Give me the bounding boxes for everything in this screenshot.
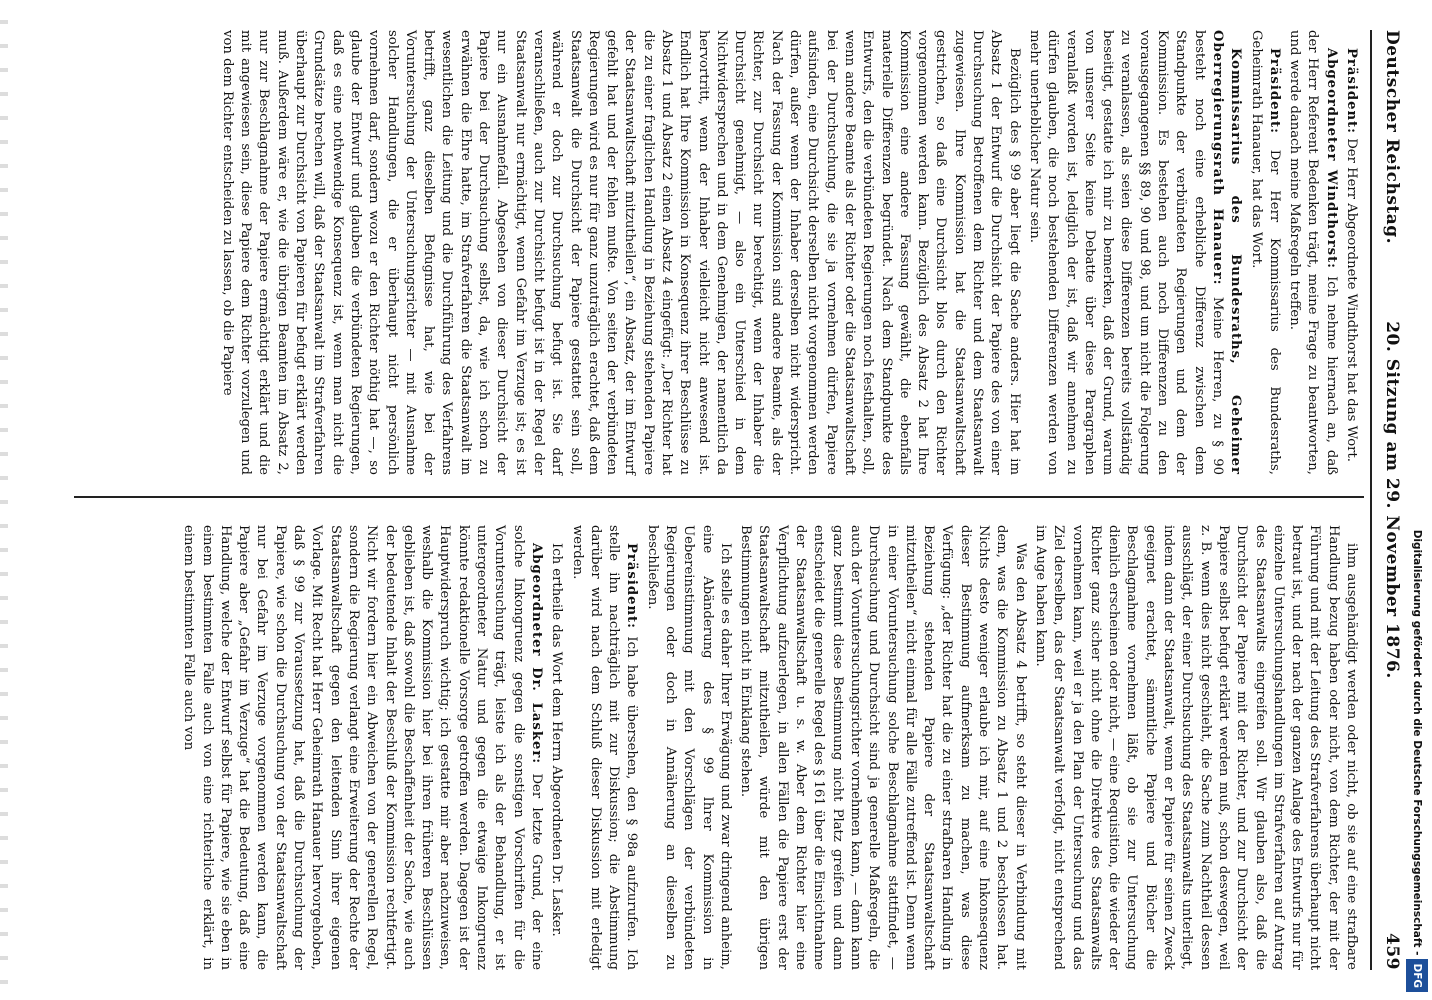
speaker-label: Abgeordneter Dr. Lasker: — [528, 543, 544, 765]
paragraph — [1031, 525, 1360, 970]
page-number: 459 — [1382, 933, 1402, 970]
text-column-left — [216, 30, 1360, 475]
dfg-band — [1402, 0, 1432, 1000]
paragraph — [567, 525, 640, 970]
speaker-label: Präsident: — [1344, 48, 1359, 135]
paragraph-text: Der letzte Grund, der eine solche Inkongruenz gegen die sonstigen Vorschriften für die Voruntersuchung trägt, leiste ich als der Behandlung, er ist untergeordneter Natur und gegen die etwaige Inkongruenz könnte redaktionelle Vorsorge getroffen werden. Dagegen ist der Hauptwiderspruch wichtig; ich gestatte mir aber nachzuweisen, weshalb die Kommission hier bei ihren früheren Beschlüssen geblieben ist, daß sowohl die Beschaffenheit der Sache, wie auch der bedeutende Inhalt der Beschluß der Kommission rechtfertigt. Nicht wir fordern hier ein Abweichen von der generellen Regel, sondern die Regierung verlangt eine Erweiterung der Rechte der Staatsanwaltschaft gegen den leitenden Sinn ihrer eigenen Vorlage. Mit Recht hat Herr Geheimrath Hanauer hervorgehoben, daß § 99 zur Voraussetzung hat, daß die Durchsuchung der Papiere, wie schon die Durchsuchung von der Staatsanwaltschaft nur bei Gefahr im Verzuge vorgenommen werden kann, die Papiere aber „Gefahr im Verzuge“ hat die Bedeutung, daß eine Handlung, welche der Entwurf selbst für Papiere, wie sie eben in einem bestimmten Falle auch von eine richterliche erklärt, in einem bestimmten Falle auch von — [181, 525, 544, 971]
session-date: 20. Sitzung am 29. November 1876. — [1382, 321, 1402, 679]
dfg-logo: DFG — [1406, 959, 1428, 992]
paragraph — [1285, 30, 1340, 475]
column-divider — [74, 496, 1364, 498]
speaker-label: Abgeordneter Windthorst: — [1323, 48, 1339, 270]
paragraph — [736, 525, 1029, 970]
rotated-page — [17, 0, 1412, 1000]
paragraph-text: Meine Herren, zu § 90 besteht noch eine erhebliche Differenz zwischen dem Standpunkte der verbündeten Regierungen und dem der Kommission. Es bestehen auch noch Differenzen zu den vorausgegangenen §§ 89, 90 und 98, und um nicht die Folgerung zu veranlassen, als seien diese Differenzen bereits vollständig beseitigt, gestatte ich mir zu bemerken, daß der Grund, warum von unserer Seite keine Debatte über diese Paragraphen veranlaßt worden ist, lediglich der ist, daß wir annehmen zu dürfen glauben, die noch bestehenden Differenzen werden von mehr unerheblicher Natur sein. — [1026, 30, 1225, 475]
paragraph — [1246, 30, 1283, 475]
dfg-notice — [1406, 0, 1428, 1000]
speaker-label: Präsident: — [1266, 48, 1282, 135]
paragraph — [179, 525, 545, 970]
paragraph-text: Der Herr Abgeordnete Windthorst hat das Wort. — [1344, 138, 1359, 462]
paragraph — [1342, 30, 1360, 475]
paragraph — [547, 525, 565, 970]
paragraph-text: Ich nehme hiernach an, daß der Herr Referent Bedenken trägt, meine Frage zu beantworten, und werde danach meine Maßregeln treffen. — [1287, 30, 1339, 476]
paragraph-text: Ich habe übersehen, den § 98a aufzurufen. Ich stelle ihn nachträglich mit zur Diskussion; die Abstimmung darüber wird nach dem Schluß dieser Diskussion mit erledigt werden. — [569, 525, 640, 970]
paragraph-text: Ich stelle es daher Ihrer Erwägung und zwar dringend anheim, eine Abänderung des § 99 Ihrer Kommission in Uebereinstimmung mit den Vorschlägen der verbündeten Regierungen oder doch in Annäherung an dieselben zu beschließen. — [644, 525, 733, 970]
speaker-label: Präsident: — [624, 543, 640, 630]
paragraph-text: Bezüglich des § 99 aber liegt die Sache anders. Hier hat im Absatz 1 der Entwurf die Durchsicht der Papiere des von einer Durchsuchung Betroffenen dem Richter und dem Staatsanwalt zugewiesen. Ihre Kommission hat die Staatsanwaltschaft gestrichen, so daß eine Durchsicht blos durch den Richter vorgenommen werden kann. Bezüglich des Absatz 2 hat Ihre Kommission eine andere Fassung gewählt, die ebenfalls materielle Differenzen begründet. Nach dem Standpunkte des Entwurfs, den die verbündeten Regierungen noch festhalten, soll, wenn andere Beamte als der Richter oder die Staatsanwaltschaft bei der Durchsuchung, die sie ja vornehmen dürfen, Papiere aufsinden, eine Durchsicht derselben nicht vorgenommen werden dürfen, außer wenn der Inhaber derselben nicht widerspricht. Nach der Fassung der Kommission sind andere Beamte, als der Richter, zur Durchsicht nur berechtigt, wenn der Inhaber die Durchsicht genehmigt, — also ein Unterschied in dem Nichtwidersprechen und in dem Genehmigen, der namentlich da hervortritt, wenn der Inhaber vielleicht nicht anwesend ist. Endlich hat Ihre Kommission in Konsequenz ihrer Beschlüsse zu Absatz 1 und Absatz 2 einen Absatz 4 eingefügt: „Der Richter hat die zu einer fraglichen Handlung in Beziehung stehenden Papiere der Staatsanwaltschaft mitzutheilen“, ein Absatz, der im Entwurf gefehlt hat und der fehlen mußte. Von seiten der verbündeten Regierungen wird es nur für ganz unzuträglich erachtet, daß dem Staatsanwalt die Durchsicht der Papiere gestattet sein soll, während er doch zur Durchsuchung befugt ist. Sie darf veranschließen, auch zur Durchsicht befugt ist in der Regel der Staatsanwalt nur ermächtigt, wenn Gefahr im Verzuge ist; es ist nur ein Ausnahmefall. Abgesehen von dieser Durchsicht der Papiere bei der Durchsuchung selbst, da, wie ich schon zu erwähnen die Ehre hatte, im Strafverfahren die Staatsanwalt im wesentlichen die Leitung und die Durchführung des Verfahrens betrifft, ganz dieselben Befugnisse hat, wie bei der Voruntersuchung der Untersuchungsrichter — mit Ausnahme solcher Handlungen, die er überhaupt nicht persönlich vornehmen darf, sondern wozu er den Richter nöthig hat —, so glaube der Entwurf und glauben die verbündeten Regierungen, daß es eine nothwendige Konsequenz ist, wenn man nicht die Grundsätze brechen will, daß der Staatsanwalt im Strafverfahren überhaupt zur Durchsicht von Papieren für befugt erklärt werden muß. Außerdem wäre er, wie die übrigen Beamten im Absatz 2, nur zur Beschlagnahme der Papiere ermächtigt erklärt und die mit angewiesen sein, diese Papiere dem Richter vorzulegen und von dem Richter entscheiden zu lassen, ob die Papiere — [219, 30, 1022, 475]
paragraph — [218, 30, 1023, 475]
text-column-right — [177, 525, 1360, 970]
paragraph-text: Ich ertheile das Wort dem Herrn Abgeordneten Dr. Lasker. — [549, 543, 565, 937]
paragraph — [1025, 30, 1245, 475]
paragraph — [642, 525, 733, 970]
dfg-notice-text: Digitalisierung gefördert durch die Deutsche Forschungsgemeinschaft - — [1411, 529, 1423, 956]
paragraph-text: ihm ausgehändigt werden oder nicht, ob sie auf eine strafbare Handlung bezug haben oder nicht, von dem Richter, der mit der Führung und mit der Leitung des Strafverfahrens überhaupt nicht betraut ist, und der nach der ganzen Anlage des Entwurfs nur für einzelne Untersuchungshandlungen im Strafverfahren auf Antrag des Staatsanwalts eingreifen soll. Wir glauben also, daß die Durchsicht der Papiere mit der Richter, und zur Durchsicht der Papiere selbst befugt erklärt werden muß, schon deswegen, weil z. B. wenn dies nicht geschieht, die Sache zum Nachtheil dessen ausschlägt, der einer Durchsuchung des Staatsanwalts unterliegt, indem dann der Staatsanwalt, wenn er Papiere für seinen Zweck geeignet erachtet, sämmtliche Papiere und Bücher die Beschlagnahme vornehmen läßt, ob sie zur Untersuchung dienlich erscheinen oder nicht, — eine Requisition, die wieder der Richter ganz sicher nicht ohne die Direktive des Staatsanwalts vornehmen kann, weil er ja den Plan der Untersuchung und das Ziel derselben, das der Staatsanwalt verfolgt, nicht entsprechend im Auge haben kann. — [1032, 525, 1359, 970]
scan-edge — [0, 0, 8, 1000]
paragraph-text: Der Herr Kommissarius des Bundesraths, Geheimrath Hanauer, hat das Wort. — [1248, 30, 1282, 475]
paragraph-text: Was den Absatz 4 betrifft, so steht dieser in Verbindung mit dem, was die Kommission zu Absatz 1 und 2 beschlossen hat. Nichts desto weniger erlaube ich mir, auf eine Inkonsequenz dieser Bestimmung aufmerksam zu machen, was diese Verfügung: „der Richter hat die zu einer strafbaren Handlung in Beziehung stehenden Papiere der Staatsanwaltschaft mitzutheilen“ nicht einmal für alle Fälle zutreffend ist. Denn wenn in einer Voruntersuchung solche Beschlagnahme stattfindet, — Durchsuchung und Durchsicht sind ja generelle Maßregeln, die auch der Voruntersuchungsrichter vornehmen kann, — dann kann ganz bestimmt diese Bestimmung nicht Platz greifen und dann entscheidet die generelle Regel des § 161 über die Einsichtnahme der Staatsanwaltschaft u. s. w. Aber dem Richter hier eine Verpflichtung aufzuerlegen, in allen Fällen die Papiere erst der Staatsanwaltschaft mitzutheilen, würde mit den übrigen Bestimmungen nicht in Einklang stehen. — [738, 525, 1028, 970]
speaker-label: Kommissarius des Bundesraths, Geheimer Oberregierungsrath Hanauer: — [1209, 30, 1244, 475]
journal-title: Deutscher Reichstag. — [1382, 30, 1402, 245]
